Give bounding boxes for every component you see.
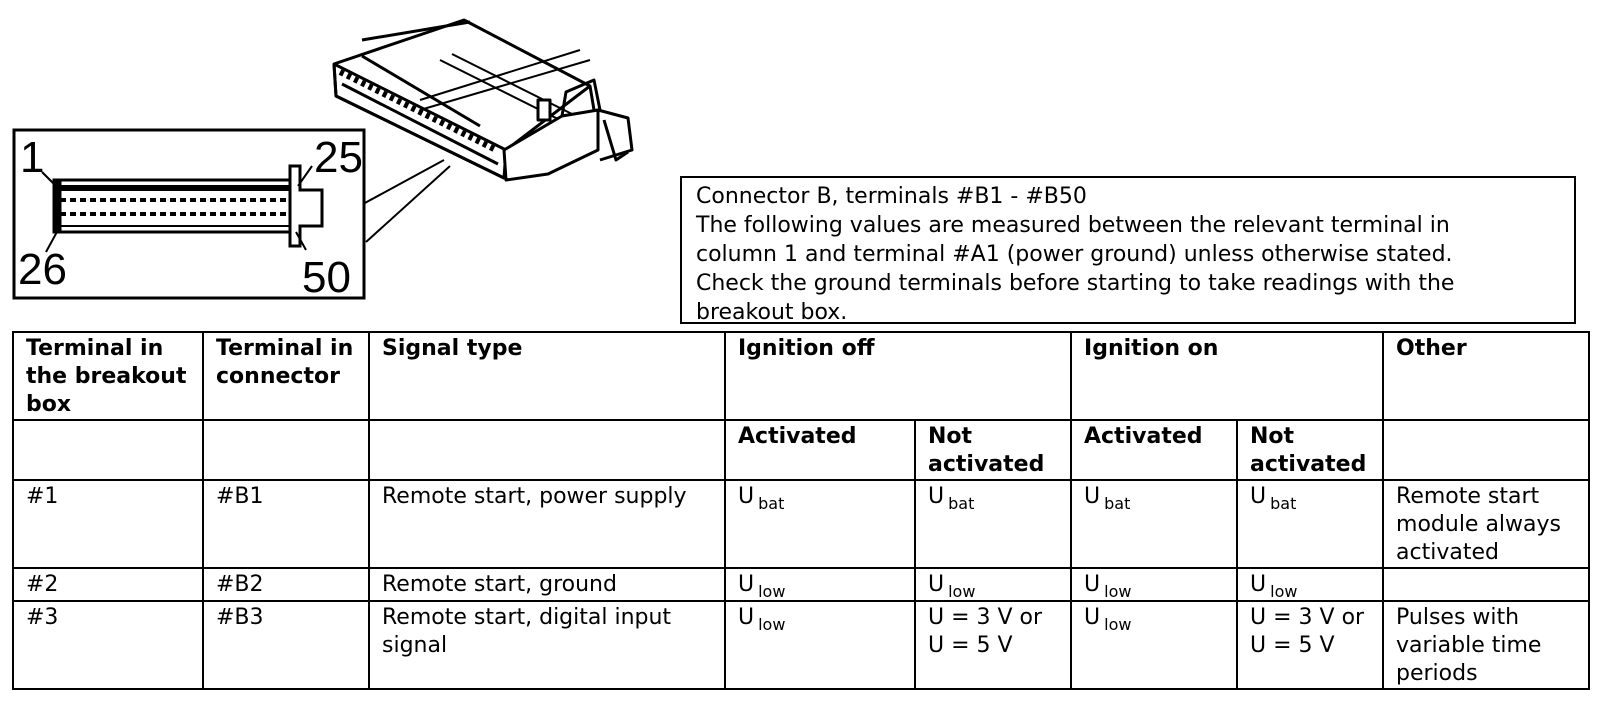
voltage-symbol: U xyxy=(1084,605,1101,630)
voltage-symbol: U xyxy=(1084,572,1101,597)
voltage-subscript: bat xyxy=(1270,494,1297,513)
header-connector: Terminal in connector xyxy=(203,332,369,420)
header-empty-cell xyxy=(369,420,725,480)
cell-other xyxy=(1383,568,1589,601)
header-off-activated: Activated xyxy=(725,420,915,480)
cell-signal: Remote start, ground xyxy=(369,568,725,601)
header-other: Other xyxy=(1383,332,1589,420)
voltage-symbol: U xyxy=(1250,572,1267,597)
header-signal-type: Signal type xyxy=(369,332,725,420)
voltage-symbol: U xyxy=(738,605,755,630)
cell-breakout: #3 xyxy=(13,601,203,689)
cell-connector: #B2 xyxy=(203,568,369,601)
voltage-subscript: low xyxy=(758,582,786,601)
header-empty-cell xyxy=(13,420,203,480)
header-row-2 xyxy=(13,420,1589,480)
info-line-1: The following values are measured between the relevant terminal in xyxy=(696,213,1450,238)
header-row-1 xyxy=(13,332,1589,420)
cell-off-activated xyxy=(725,480,915,568)
voltage-symbol: U xyxy=(1250,484,1267,509)
cell-breakout: #1 xyxy=(13,480,203,568)
cell-on-activated xyxy=(1071,480,1237,568)
info-title: Connector B, terminals #B1 - #B50 xyxy=(696,184,1087,209)
leader-lines xyxy=(352,160,450,242)
cell-on-not-activated xyxy=(1237,480,1383,568)
header-ignition-on: Ignition on xyxy=(1071,332,1383,420)
info-line-4: breakout box. xyxy=(696,300,848,325)
cell-off-activated xyxy=(725,601,915,689)
header-on-activated: Activated xyxy=(1071,420,1237,480)
pin-label-25: 25 xyxy=(314,133,363,182)
cell-other: Pulses with variable time periods xyxy=(1383,601,1589,689)
voltage-subscript: bat xyxy=(948,494,975,513)
voltage-subscript: low xyxy=(1270,582,1298,601)
voltage-symbol: U xyxy=(928,484,945,509)
table-row xyxy=(13,568,1589,601)
voltage-subscript: low xyxy=(948,582,976,601)
cell-off-not-activated: U = 3 V or U = 5 V xyxy=(915,601,1071,689)
header-on-not-activated: Not activated xyxy=(1237,420,1383,480)
cell-breakout: #2 xyxy=(13,568,203,601)
header-empty-cell xyxy=(1383,420,1589,480)
cell-off-not-activated xyxy=(915,480,1071,568)
info-line-2: column 1 and terminal #A1 (power ground) unless otherwise stated. xyxy=(696,242,1453,267)
voltage-symbol: U xyxy=(738,572,755,597)
terminal-values-table xyxy=(12,331,1590,690)
info-line-3: Check the ground terminals before starting to take readings with the xyxy=(696,271,1455,296)
table-row xyxy=(13,601,1589,689)
table-row xyxy=(13,480,1589,568)
pin-label-50: 50 xyxy=(302,253,351,302)
voltage-symbol: U xyxy=(1084,484,1101,509)
connector-info-box xyxy=(680,176,1576,324)
voltage-subscript: low xyxy=(1104,582,1132,601)
voltage-subscript: bat xyxy=(1104,494,1131,513)
cell-on-activated xyxy=(1071,568,1237,601)
cell-off-not-activated xyxy=(915,568,1071,601)
cell-on-not-activated xyxy=(1237,568,1383,601)
connector-housing-illustration xyxy=(334,20,632,180)
header-off-not-activated: Not activated xyxy=(915,420,1071,480)
cell-other: Remote start module always activated xyxy=(1383,480,1589,568)
voltage-symbol: U xyxy=(738,484,755,509)
voltage-symbol: U xyxy=(928,572,945,597)
header-empty-cell xyxy=(203,420,369,480)
cell-off-activated xyxy=(725,568,915,601)
cell-on-activated xyxy=(1071,601,1237,689)
cell-signal: Remote start, power supply xyxy=(369,480,725,568)
cell-connector: #B1 xyxy=(203,480,369,568)
header-breakout-box: Terminal in the breakout box xyxy=(13,332,203,420)
voltage-subscript: bat xyxy=(758,494,785,513)
cell-signal: Remote start, digital input signal xyxy=(369,601,725,689)
cell-on-not-activated: U = 3 V or U = 5 V xyxy=(1237,601,1383,689)
pin-label-1: 1 xyxy=(20,133,45,182)
voltage-subscript: low xyxy=(758,615,786,634)
connector-diagram xyxy=(0,0,680,330)
header-ignition-off: Ignition off xyxy=(725,332,1071,420)
pin-label-26: 26 xyxy=(18,245,67,294)
voltage-subscript: low xyxy=(1104,615,1132,634)
cell-connector: #B3 xyxy=(203,601,369,689)
